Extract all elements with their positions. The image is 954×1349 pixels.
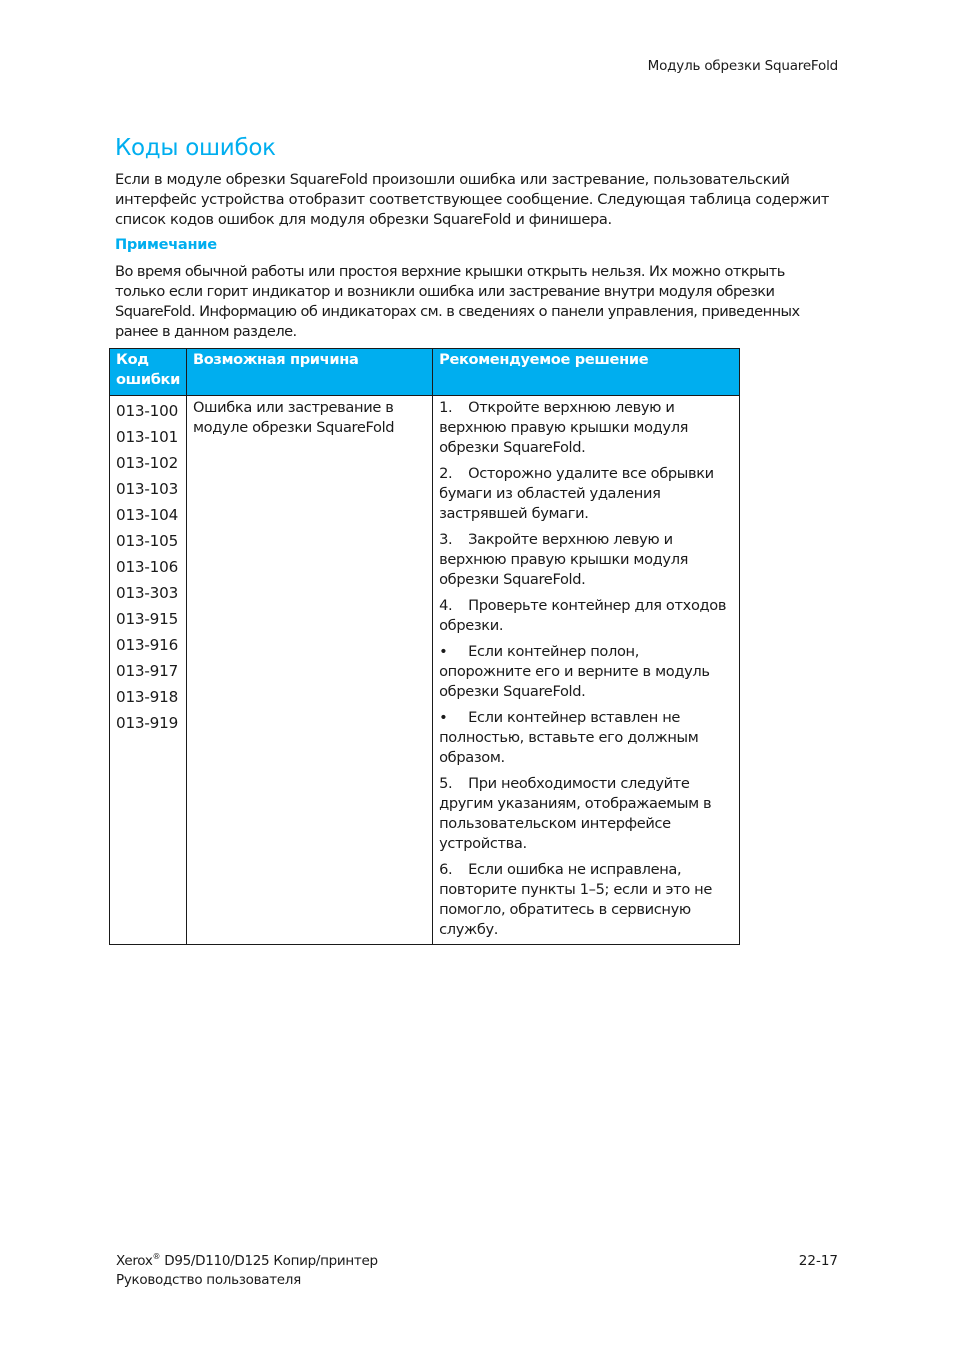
solution-step — [439, 860, 733, 940]
step-text: Закройте верхнюю левую и верхнюю правую крышки модуля обрезки SquareFold. — [439, 531, 689, 588]
table-header-row — [110, 349, 740, 396]
header-solution: Рекомендуемое решение — [433, 349, 740, 396]
step-text: Если контейнер полон, опорожните его и верните в модуль обрезки SquareFold. — [439, 643, 710, 700]
solution-step — [439, 398, 733, 458]
section-title: Коды ошибок — [115, 135, 276, 161]
error-code: 013-918 — [116, 688, 179, 706]
error-code: 013-106 — [116, 558, 179, 576]
possible-cause: Ошибка или застревание в модуле обрезки SquareFold — [186, 396, 432, 945]
step-marker: 1. — [439, 399, 453, 416]
trademark-symbol: ® — [152, 1252, 161, 1261]
footer-model: D95/D110/D125 Копир/принтер — [160, 1253, 378, 1269]
error-codes-table — [109, 348, 740, 945]
error-code-list — [110, 396, 187, 945]
footer-guide: Руководство пользователя — [116, 1272, 301, 1288]
intro-paragraph: Если в модуле обрезки SquareFold произошли ошибка или застревание, пользовательский интерфейс устройства отобразит соответствующее сообщение. Следующая таблица содержит список кодов ошибок для модуля обрезки SquareFold и финишера. — [115, 171, 830, 228]
footer-brand: Xerox — [116, 1253, 153, 1269]
header-cause: Возможная причина — [186, 349, 432, 396]
error-code: 013-917 — [116, 662, 179, 680]
error-code: 013-919 — [116, 714, 179, 732]
solution-step — [439, 596, 733, 636]
error-code: 013-916 — [116, 636, 179, 654]
error-code: 013-105 — [116, 532, 179, 550]
running-header: Модуль обрезки SquareFold — [647, 58, 838, 74]
step-text: Если контейнер вставлен не полностью, вставьте его должным образом. — [439, 709, 699, 766]
page-number: 22-17 — [798, 1253, 838, 1269]
step-marker: 2. — [439, 465, 453, 482]
solution-step — [439, 774, 733, 854]
step-text: Откройте верхнюю левую и верхнюю правую крышки модуля обрезки SquareFold. — [439, 399, 689, 456]
step-marker: 4. — [439, 597, 453, 614]
error-code: 013-303 — [116, 584, 179, 602]
step-marker: 6. — [439, 861, 453, 878]
recommended-solution — [433, 396, 740, 945]
error-code: 013-101 — [116, 428, 179, 446]
header-code: Код ошибки — [110, 349, 187, 396]
step-marker: 3. — [439, 531, 453, 548]
footer-product — [116, 1252, 378, 1290]
error-code: 013-915 — [116, 610, 179, 628]
note-label: Примечание — [115, 236, 217, 253]
error-code: 013-103 — [116, 480, 179, 498]
step-text: Проверьте контейнер для отходов обрезки. — [439, 597, 727, 634]
solution-substep — [439, 708, 733, 768]
footer-product-line — [116, 1252, 378, 1271]
solution-substep — [439, 642, 733, 702]
step-marker: 5. — [439, 775, 453, 792]
step-text: При необходимости следуйте другим указаниям, отображаемым в пользовательском интерфейсе устройства. — [439, 775, 712, 852]
solution-step — [439, 464, 733, 524]
bullet-icon: • — [439, 643, 448, 660]
step-text: Осторожно удалите все обрывки бумаги из областей удаления застрявшей бумаги. — [439, 465, 714, 522]
error-code: 013-102 — [116, 454, 179, 472]
step-text: Если ошибка не исправлена, повторите пункты 1–5; если и это не помогло, обратитесь в сервисную службу. — [439, 861, 713, 938]
note-text: Во время обычной работы или простоя верхние крышки открыть нельзя. Их можно открыть только если горит индикатор и возникли ошибка или застревание внутри модуля обрезки SquareFold. Информацию об индикаторах см. в сведениях о панели управления, приведенных ранее в данном разделе. — [115, 263, 800, 340]
solution-step — [439, 530, 733, 590]
table-row — [110, 396, 740, 945]
error-code: 013-104 — [116, 506, 179, 524]
error-code: 013-100 — [116, 402, 179, 420]
bullet-icon: • — [439, 709, 448, 726]
